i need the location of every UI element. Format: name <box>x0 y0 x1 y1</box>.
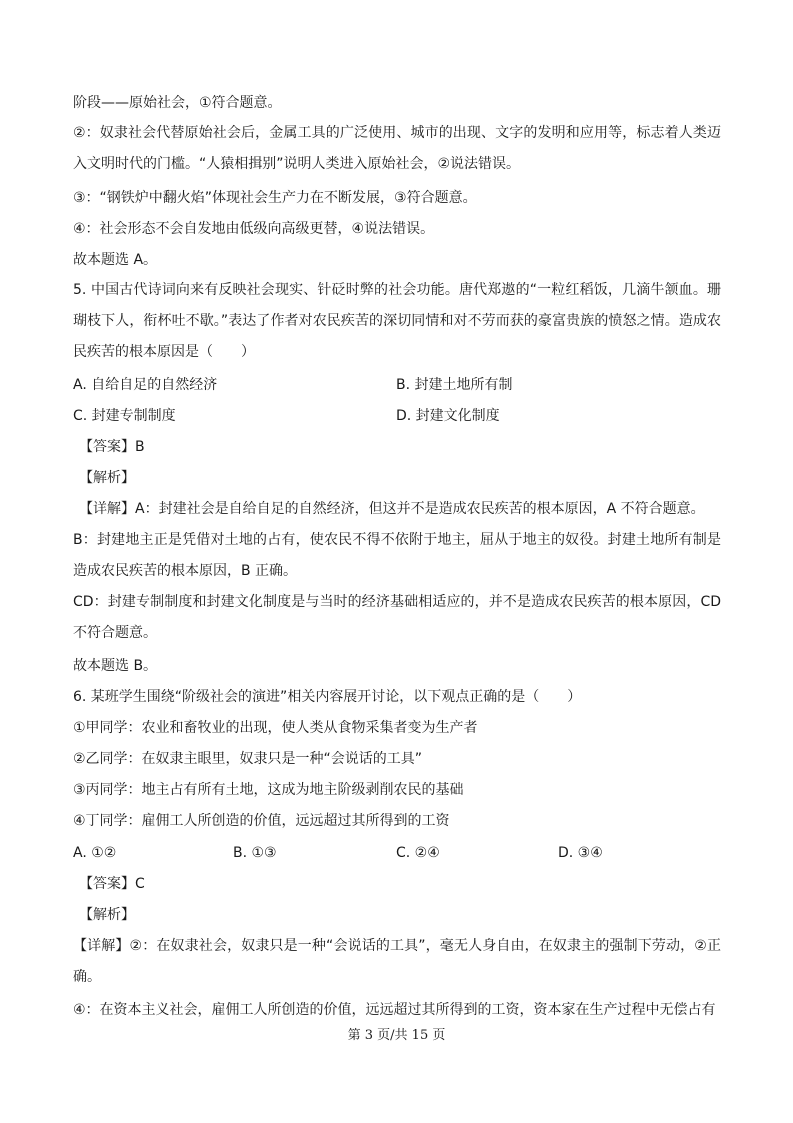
question-5-analysis-heading: 【解析】 <box>79 470 135 486</box>
question-6-statement-1: ①甲同学：农业和畜牧业的出现，使人类从食物采集者变为生产者 <box>73 720 478 736</box>
question-5-conclusion: 故本题选 B。 <box>73 658 158 674</box>
question-6-statement-4: ④丁同学：雇佣工人所创造的价值，远远超过其所得到的工资 <box>73 813 450 829</box>
question-5-detail-a: 【详解】A：封建社会是自给自足的自然经济，但这并不是造成农民疾苦的根本原因，A 不符合题意。 <box>79 501 705 517</box>
question-6-detail-4: ④：在资本主义社会，雇佣工人所创造的价值，远远超过其所得到的工资，资本家在生产过程中无偿占有 <box>73 1002 716 1018</box>
question-6-option-c: C. ②④ <box>396 845 440 861</box>
question-5-option-a: A. 自给自足的自然经济 <box>73 377 218 393</box>
question-5-option-d: D. 封建文化制度 <box>396 408 500 424</box>
question-6-statement-3: ③丙同学：地主占有所有土地，这成为地主阶级剥削农民的基础 <box>73 782 464 798</box>
question-5-option-c: C. 封建专制制度 <box>73 408 176 424</box>
question-6-option-a: A. ①② <box>73 845 117 861</box>
question-6-option-d: D. ③④ <box>558 845 603 861</box>
question-6-option-b: B. ①③ <box>233 845 277 861</box>
question-5-stem: 5. 中国古代诗词向来有反映社会现实、针砭时弊的社会功能。唐代郑遨的“一粒红稻饭，几滴牛颔血。珊瑚枝下人，衔杯吐不歇。”表达了作者对农民疾苦的深切同情和对不劳而获的豪富贵族的愤怒之情。造成农民疾苦的根本原因是（ ） <box>73 282 721 360</box>
question-6-stem: 6. 某班学生围绕“阶级社会的演进”相关内容展开讨论，以下观点正确的是（ ） <box>73 689 582 705</box>
question-6-analysis-heading: 【解析】 <box>79 907 135 923</box>
question-6-detail-2: 【详解】②：在奴隶社会，奴隶只是一种“会说话的工具”，毫无人身自由，在奴隶主的强制下劳动，②正确。 <box>73 938 721 985</box>
intro-line-1: 阶段——原始社会，①符合题意。 <box>73 95 282 111</box>
question-6-statement-2: ②乙同学：在奴隶主眼里，奴隶只是一种“会说话的工具” <box>73 751 423 767</box>
question-5-option-b: B. 封建土地所有制 <box>396 377 513 393</box>
question-5-detail-cd: CD：封建专制制度和封建文化制度是与当时的经济基础相适应的，并不是造成农民疾苦的根本原因，CD 不符合题意。 <box>73 594 721 641</box>
intro-line-2: ②：奴隶社会代替原始社会后，金属工具的广泛使用、城市的出现、文字的发明和应用等，标志着人类迈入文明时代的门槛。“人猿相揖别”说明人类进入原始社会，②说法错误。 <box>73 125 721 172</box>
question-6-answer: 【答案】C <box>79 876 145 892</box>
question-5-detail-b: B：封建地主正是凭借对土地的占有，使农民不得不依附于地主，屈从于地主的奴役。封建土地所有制是造成农民疾苦的根本原因，B 正确。 <box>73 532 721 579</box>
intro-line-3: ③：“钢铁炉中翻火焰”体现社会生产力在不断发展，③符合题意。 <box>73 190 477 206</box>
intro-conclusion: 故本题选 A。 <box>73 252 158 268</box>
intro-line-4: ④：社会形态不会自发地由低级向高级更替，④说法错误。 <box>73 221 435 237</box>
question-5-answer: 【答案】B <box>79 439 145 455</box>
page-number-footer: 第 3 页/共 15 页 <box>347 1028 446 1043</box>
